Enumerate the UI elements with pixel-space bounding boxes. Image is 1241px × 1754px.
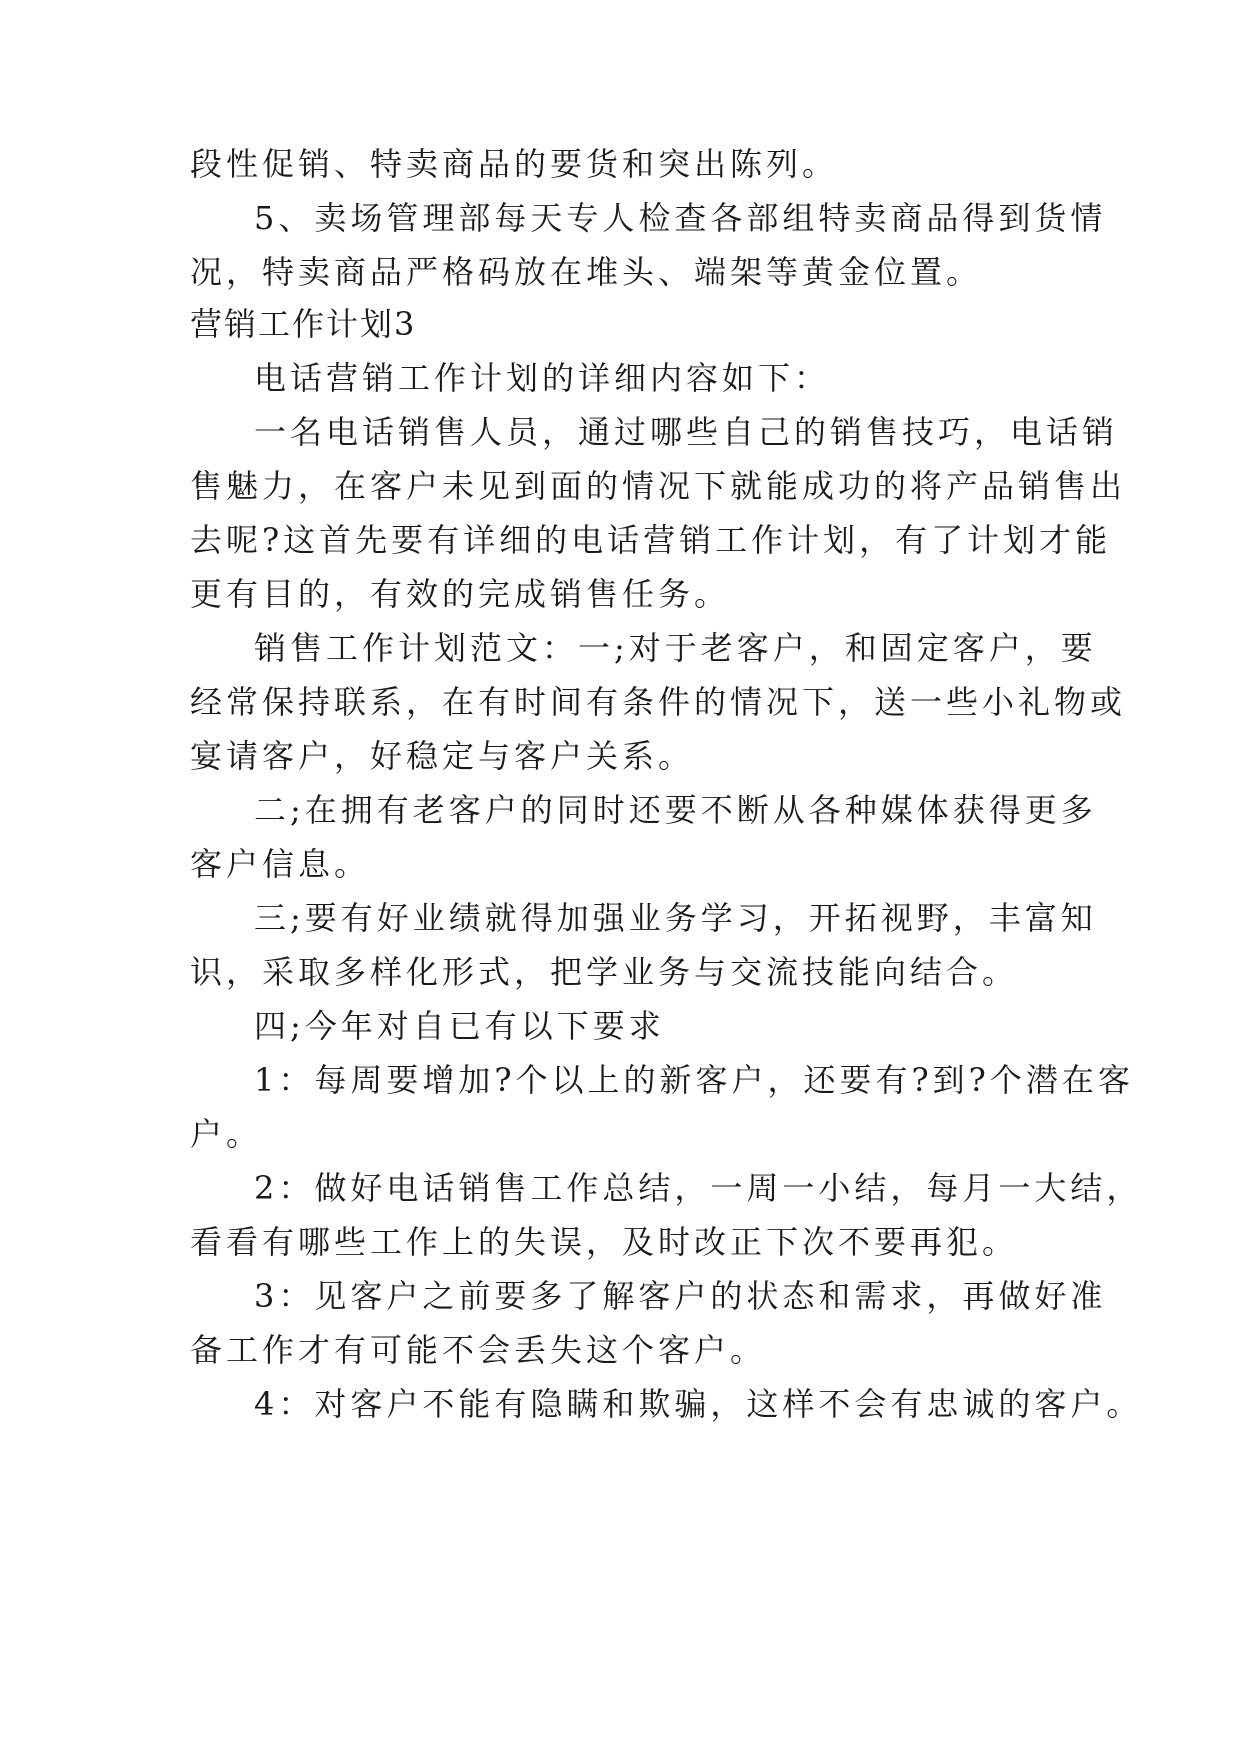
paragraph-line: 户。 [190, 1115, 263, 1153]
paragraph-line: 备工作才有可能不会丢失这个客户。 [190, 1331, 767, 1369]
paragraph-line: 四;今年对自已有以下要求 [254, 1007, 665, 1045]
paragraph-line: 4：对客户不能有隐瞒和欺骗，这样不会有忠诚的客户。 [254, 1385, 1143, 1423]
paragraph-line: 段性促销、特卖商品的要货和突出陈列。 [190, 145, 839, 183]
paragraph-line: 2：做好电话销售工作总结，一周一小结，每月一大结， [254, 1169, 1143, 1207]
paragraph-line: 5、卖场管理部每天专人检查各部组特卖商品得到货情 [254, 199, 1107, 237]
paragraph-line: 看看有哪些工作上的失误，及时改正下次不要再犯。 [190, 1223, 1019, 1261]
paragraph-line: 一名电话销售人员，通过哪些自己的销售技巧，电话销 [254, 413, 1119, 451]
paragraph-line: 经常保持联系，在有时间有条件的情况下，送一些小礼物或 [190, 683, 1127, 721]
paragraph-line: 三;要有好业绩就得加强业务学习，开拓视野，丰富知 [254, 899, 1097, 937]
section-heading: 营销工作计划3 [190, 305, 417, 343]
paragraph-line: 售魅力，在客户未见到面的情况下就能成功的将产品销售出 [190, 467, 1127, 505]
paragraph-line: 1：每周要增加?个以上的新客户，还要有?到?个潜在客 [254, 1061, 1134, 1099]
paragraph-line: 二;在拥有老客户的同时还要不断从各种媒体获得更多 [254, 791, 1097, 829]
paragraph-line: 客户信息。 [190, 845, 371, 883]
paragraph-line: 识，采取多样化形式，把学业务与交流技能向结合。 [190, 953, 1019, 991]
paragraph-line: 宴请客户，好稳定与客户关系。 [190, 737, 695, 775]
paragraph-line: 3：见客户之前要多了解客户的状态和需求，再做好准 [254, 1277, 1107, 1315]
paragraph-line: 销售工作计划范文：一;对于老客户，和固定客户，要 [254, 629, 1097, 667]
paragraph-line: 况，特卖商品严格码放在堆头、端架等黄金位置。 [190, 253, 983, 291]
paragraph-line: 去呢?这首先要有详细的电话营销工作计划，有了计划才能 [190, 521, 1112, 559]
paragraph-line: 电话营销工作计划的详细内容如下： [254, 359, 831, 397]
paragraph-line: 更有目的，有效的完成销售任务。 [190, 575, 731, 613]
